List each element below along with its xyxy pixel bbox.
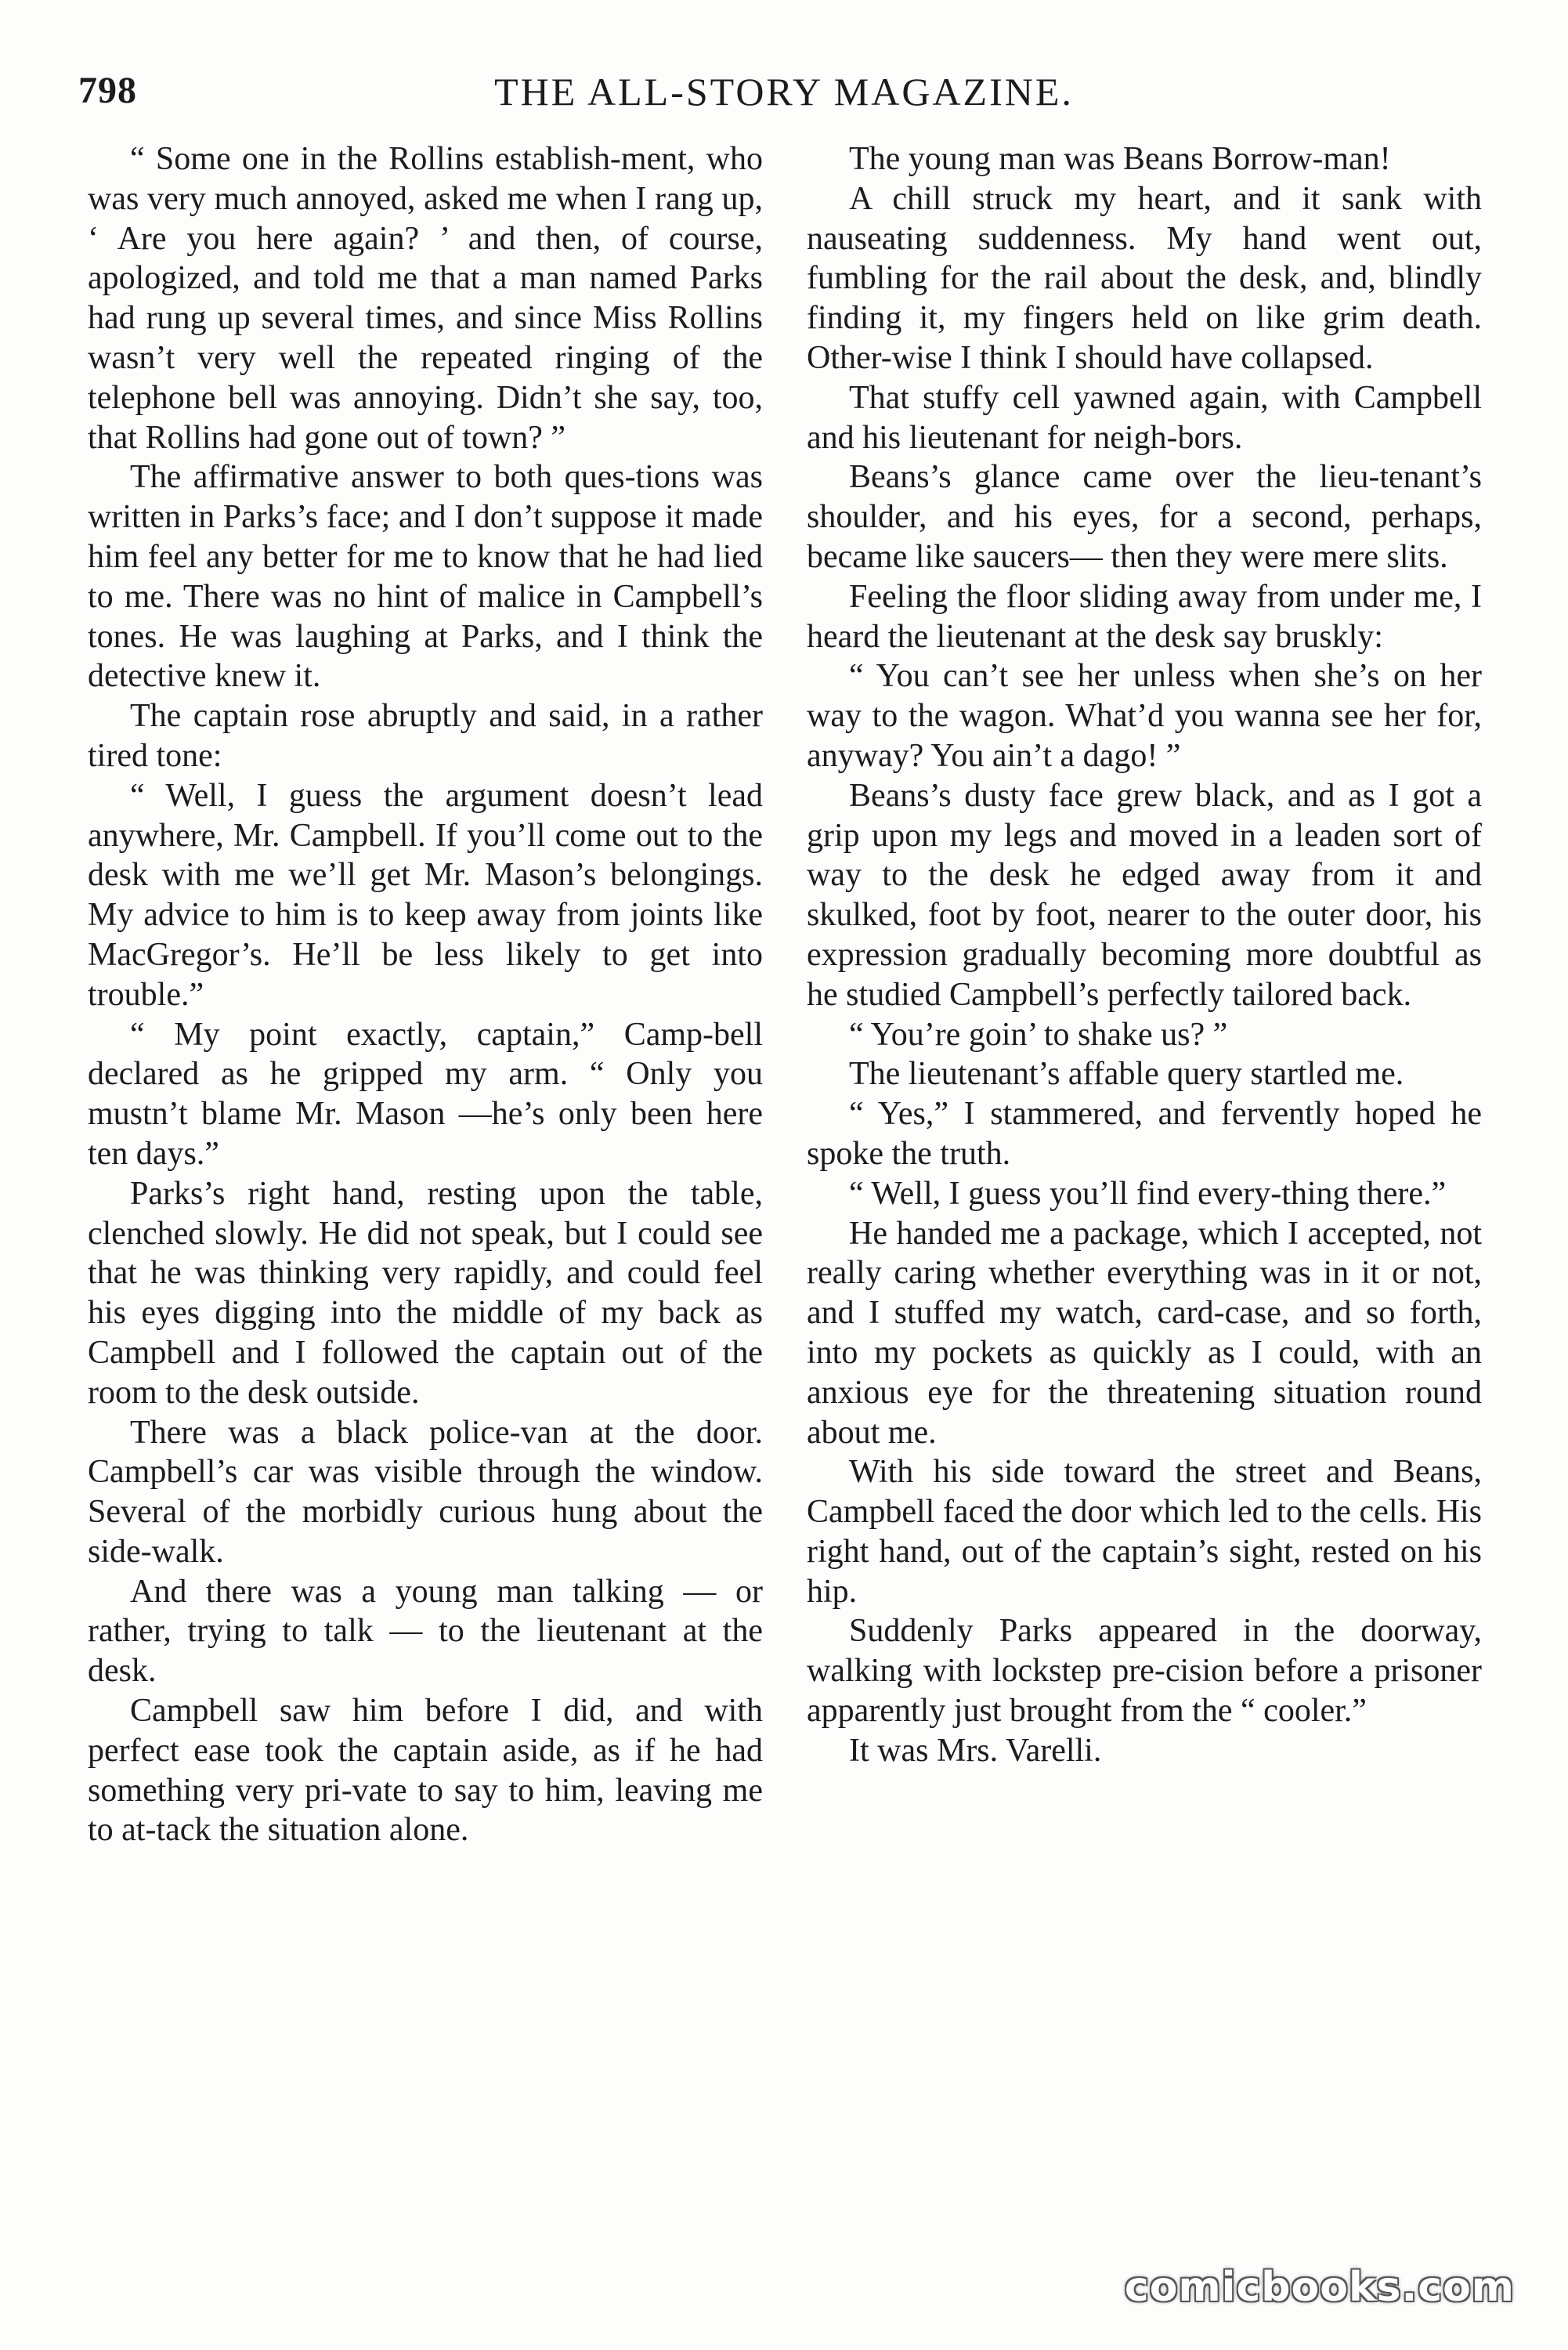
paragraph: “ Some one in the Rollins establish-ment, who was very much annoyed, asked me when I rang up, ‘ Are you here again? ’ and then, of course, apologized, and told me that a man named Parks had rung up several times, and since Miss Rollins wasn’t very well the repeated ringing of the telephone bell was annoying. Didn’t she say, too, that Rollins had gone out of town? ” bbox=[88, 141, 763, 456]
right-column bbox=[807, 139, 1482, 1771]
paragraph: He handed me a package, which I accepted, not really caring whether everything was in it or not, and I stuffed my watch, card-case, and so forth, into my pockets as quickly as I could, with an anxious eye for the threatening situation round about me. bbox=[807, 1215, 1482, 1451]
paragraph: “ My point exactly, captain,” Camp-bell declared as he gripped my arm. “ Only you mustn’t blame Mr. Mason —he’s only been here ten days.” bbox=[88, 1016, 763, 1172]
paragraph: The lieutenant’s affable query startled me. bbox=[849, 1056, 1404, 1093]
paragraph: There was a black police-van at the door. Campbell’s car was visible through the window. Several of the morbidly curious hung about the side-walk. bbox=[88, 1414, 763, 1570]
watermark: comicbooks.com bbox=[1124, 2264, 1515, 2311]
paragraph: Beans’s glance came over the lieu-tenant’s shoulder, and his eyes, for a second, perhaps, became like saucers— then they were mere slits. bbox=[807, 459, 1482, 575]
paragraph: “ You can’t see her unless when she’s on her way to the wagon. What’d you wanna see her for, anyway? You ain’t a dago! ” bbox=[807, 658, 1482, 774]
paragraph: With his side toward the street and Beans, Campbell faced the door which led to the cells. His right hand, out of the captain’s sight, rested on his hip. bbox=[807, 1454, 1482, 1610]
paragraph: The young man was Beans Borrow-man! bbox=[849, 141, 1391, 177]
left-column bbox=[88, 139, 763, 1850]
paragraph: Beans’s dusty face grew black, and as I got a grip upon my legs and moved in a leaden sort of way to the desk he edged away from it and skulked, foot by foot, nearer to the outer door, his expression gradually becoming more doubtful as he studied Campbell’s perfectly tailored back. bbox=[807, 777, 1482, 1013]
paragraph: “ Well, I guess you’ll find every-thing there.” bbox=[849, 1175, 1447, 1212]
paragraph: The captain rose abruptly and said, in a rather tired tone: bbox=[88, 698, 763, 774]
running-title: THE ALL-STORY MAGAZINE. bbox=[494, 70, 1074, 114]
paragraph: “ Well, I guess the argument doesn’t lead anywhere, Mr. Campbell. If you’ll come out to the desk with me we’ll get Mr. Mason’s belongings. My advice to him is to keep away from joints like MacGregor’s. He’ll be less likely to get into trouble.” bbox=[88, 777, 763, 1013]
paragraph: “ Yes,” I stammered, and fervently hoped he spoke the truth. bbox=[807, 1096, 1482, 1172]
paragraph: Parks’s right hand, resting upon the table, clenched slowly. He did not speak, but I could see that he was thinking very rapidly, and could feel his eyes digging into the middle of my back as Campbell and I followed the captain out of the room to the desk outside. bbox=[88, 1175, 763, 1411]
paragraph: Feeling the floor sliding away from under me, I heard the lieutenant at the desk say bruskly: bbox=[807, 578, 1482, 655]
paragraph: That stuffy cell yawned again, with Campbell and his lieutenant for neigh-bors. bbox=[807, 379, 1482, 456]
paragraph: And there was a young man talking — or rather, trying to talk — to the lieutenant at the desk. bbox=[88, 1573, 763, 1690]
paragraph: Campbell saw him before I did, and with perfect ease took the captain aside, as if he had something very pri-vate to say to him, leaving me to at-tack the situation alone. bbox=[88, 1693, 763, 1849]
paragraph: A chill struck my heart, and it sank with nauseating suddenness. My hand went out, fumbling for the rail about the desk, and, blindly finding it, my fingers held on like grim death. Other-wise I think I should have collapsed. bbox=[807, 180, 1482, 376]
paragraph: Suddenly Parks appeared in the doorway, walking with lockstep pre-cision before a prisoner apparently just brought from the “ cooler.” bbox=[807, 1613, 1482, 1730]
page-number: 798 bbox=[78, 70, 137, 111]
page-header bbox=[78, 69, 1490, 124]
paragraph: The affirmative answer to both ques-tions was written in Parks’s face; and I don’t suppose it made him feel any better for me to know that he had lied to me. There was no hint of malice in Campbell’s tones. He was laughing at Parks, and I think the detective knew it. bbox=[88, 459, 763, 695]
paragraph: It was Mrs. Varelli. bbox=[849, 1732, 1102, 1769]
paragraph: “ You’re goin’ to shake us? ” bbox=[849, 1016, 1228, 1053]
